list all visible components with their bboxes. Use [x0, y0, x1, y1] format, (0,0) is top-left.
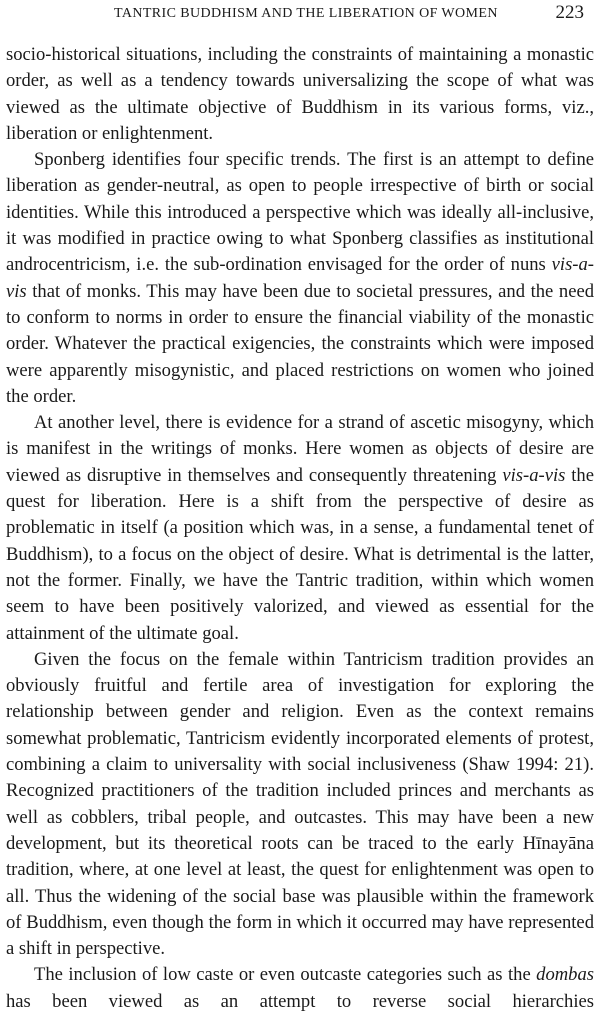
text-run: Sponberg identifies four specific trends. The first is an attempt to define liberation as gender-neutral, as open to people irrespective of birth or social identities. While this introduced a perspective which was ideally all-inclusive, it was modified in practice owing to what Sponberg classifies as institutional androcentricism, i.e. the sub-ordination envisaged for the order of nuns	[6, 149, 594, 276]
text-run: At another level, there is evidence for a strand of ascetic misogyny, which is manifest in the writings of monks. Here women as objects of desire are viewed as disruptive in themselves and consequently threatening	[6, 412, 594, 486]
text-run: The inclusion of low caste or even outcaste categories such as the	[34, 964, 537, 986]
running-title: TANTRIC BUDDHISM AND THE LIBERATION OF WOMEN	[114, 6, 498, 21]
running-head	[6, 2, 594, 26]
body-text	[6, 42, 594, 1015]
paragraph-5	[6, 962, 594, 1015]
text-run: socio-historical situations, including the constraints of maintaining a monastic order, as well as a tendency towards universalizing the scope of what was viewed as the ultimate objective of Buddhism in its various forms, viz., liberation or enlightenment.	[6, 44, 594, 144]
text-run: Given the focus on the female within Tantricism tradition provides an obviously fruitful and fertile area of investigation for exploring the relationship between gender and religion. Even as the context remains somewhat problematic, Tantricism evidently incorporated elements of protest, combining a claim to universality with social inclusiveness (Shaw 1994: 21). Recognized practitioners of the tradition included princes and merchants as well as cobblers, tribal people, and outcastes. This may have been a new development, but its theoretical roots can be traced to the early Hīnayāna tradition, where, at one level at least, the quest for enlightenment was open to all. Thus the widening of the social base was plausible within the framework of Buddhism, even though the form in which it occurred may have represented a shift in perspective.	[6, 648, 594, 960]
paragraph-1	[6, 42, 594, 147]
text-run: the quest for liberation. Here is a shift from the perspective of desire as problematic in itself (a position which was, in a sense, a fundamental tenet of Buddhism), to a focus on the object of desire. What is detrimental is the latter, not the former. Finally, we have the Tantric tradition, within which women seem to have been positively valorized, and viewed as essential for the attainment of the ultimate goal.	[6, 464, 594, 644]
paragraph-4	[6, 647, 594, 963]
text-run: has been viewed as an attempt to reverse social hierarchies	[6, 990, 594, 1012]
text-run: that of monks. This may have been due to societal pressures, and the need to conform to norms in order to ensure the financial viability of the monastic order. Whatever the practical exigencies, the constraints which were imposed were apparently misogynistic, and placed restrictions on women who joined the order.	[6, 280, 594, 407]
italic-term: vis-a-vis	[6, 254, 594, 302]
italic-term: dombas	[536, 964, 594, 986]
paragraph-2	[6, 147, 594, 410]
italic-term: vis-a-vis	[502, 464, 566, 486]
paragraph-3	[6, 410, 594, 647]
page-number: 223	[555, 2, 584, 23]
